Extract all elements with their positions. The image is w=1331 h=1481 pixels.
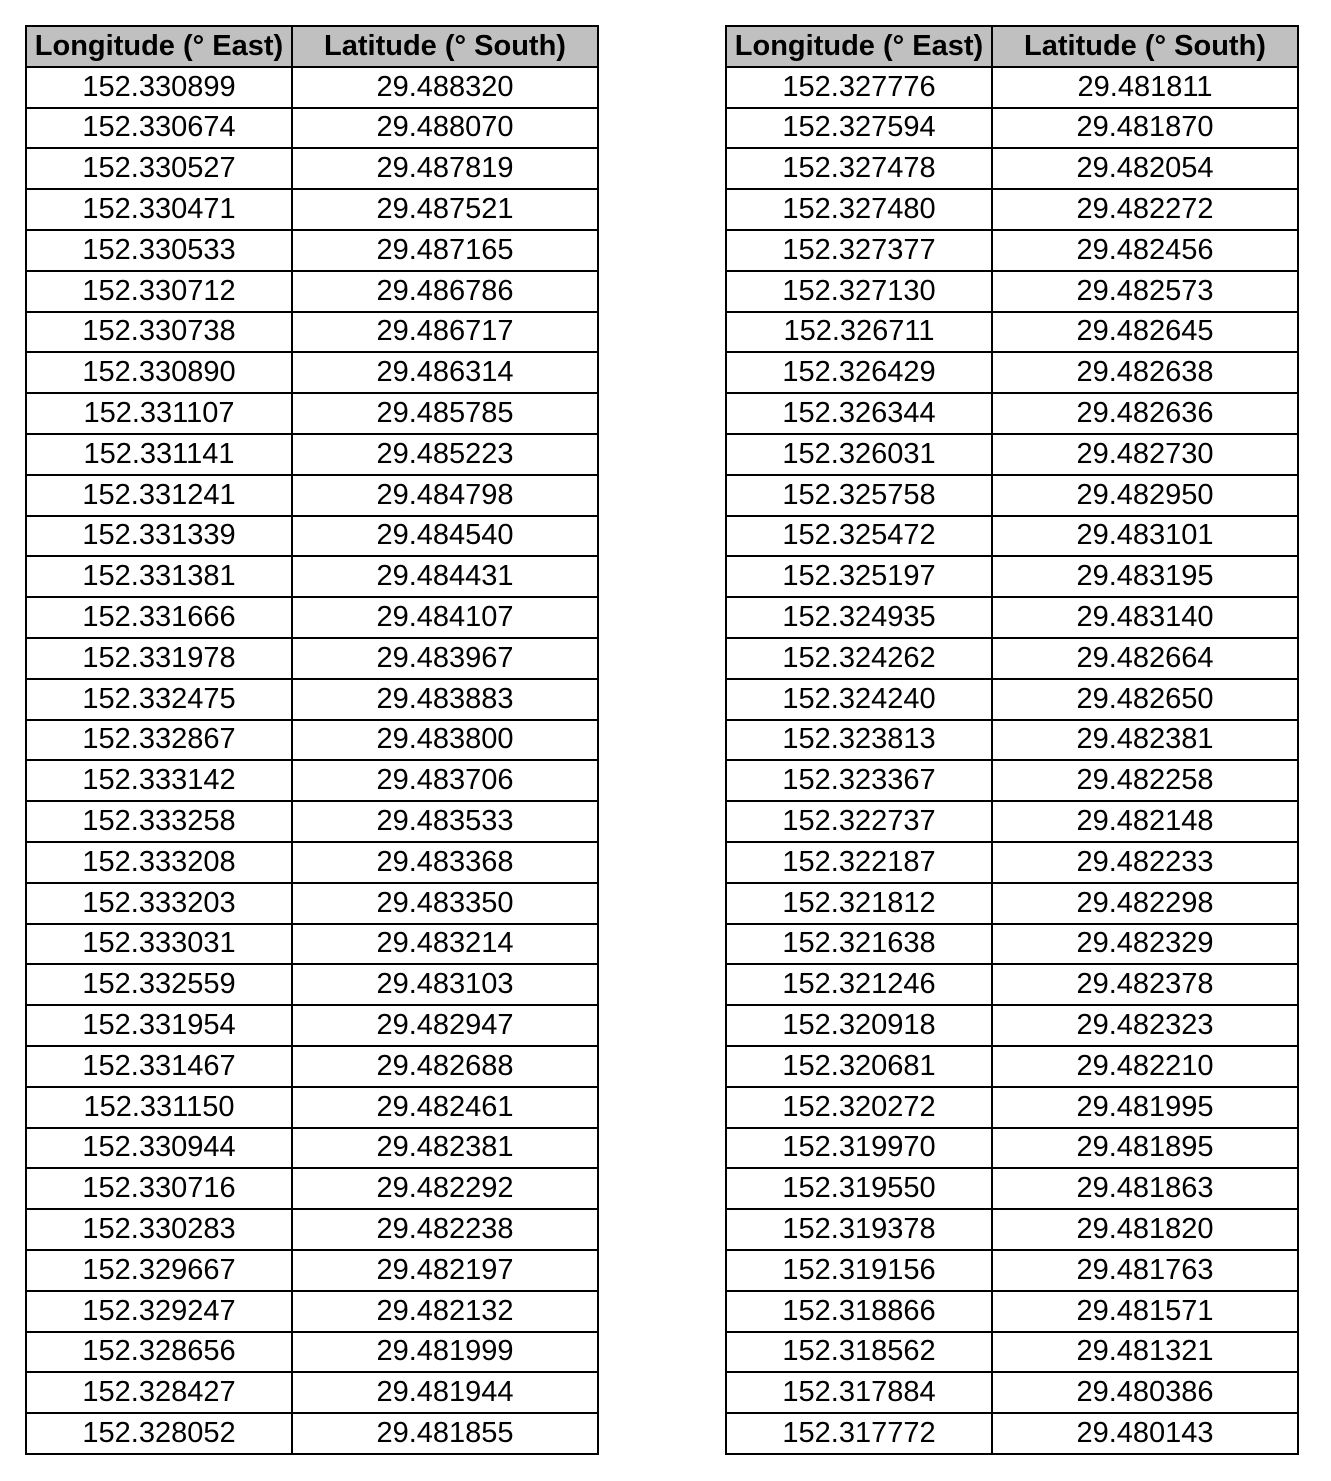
longitude-cell: 152.333203: [26, 883, 292, 924]
latitude-cell: 29.480386: [992, 1372, 1298, 1413]
table-row: [726, 108, 1298, 149]
longitude-cell: 152.330533: [26, 230, 292, 271]
table-row: [26, 475, 598, 516]
longitude-cell: 152.330527: [26, 148, 292, 189]
longitude-cell: 152.328427: [26, 1372, 292, 1413]
latitude-cell: 29.482638: [992, 352, 1298, 393]
table-row: [26, 1128, 598, 1169]
latitude-cell: 29.482148: [992, 801, 1298, 842]
latitude-cell: 29.484431: [292, 556, 598, 597]
latitude-cell: 29.482573: [992, 271, 1298, 312]
latitude-cell: 29.482645: [992, 312, 1298, 353]
latitude-cell: 29.482950: [992, 475, 1298, 516]
table-row: [26, 393, 598, 434]
table-row: [726, 475, 1298, 516]
latitude-cell: 29.487819: [292, 148, 598, 189]
latitude-cell: 29.483883: [292, 679, 598, 720]
longitude-cell: 152.327594: [726, 108, 992, 149]
longitude-cell: 152.321246: [726, 964, 992, 1005]
latitude-cell: 29.481895: [992, 1128, 1298, 1169]
longitude-cell: 152.333258: [26, 801, 292, 842]
longitude-cell: 152.317884: [726, 1372, 992, 1413]
longitude-cell: 152.326344: [726, 393, 992, 434]
latitude-cell: 29.482197: [292, 1250, 598, 1291]
longitude-cell: 152.331978: [26, 638, 292, 679]
table-row: [726, 312, 1298, 353]
longitude-cell: 152.332559: [26, 964, 292, 1005]
longitude-cell: 152.320918: [726, 1005, 992, 1046]
table-row: [726, 393, 1298, 434]
latitude-cell: 29.482456: [992, 230, 1298, 271]
longitude-cell: 152.327480: [726, 189, 992, 230]
latitude-cell: 29.482258: [992, 760, 1298, 801]
table-row: [26, 312, 598, 353]
latitude-cell: 29.483800: [292, 720, 598, 761]
table-row: [26, 597, 598, 638]
longitude-cell: 152.327130: [726, 271, 992, 312]
latitude-cell: 29.488320: [292, 67, 598, 108]
longitude-cell: 152.330283: [26, 1209, 292, 1250]
table-row: [26, 230, 598, 271]
table-row: [726, 1332, 1298, 1373]
table-row: [726, 67, 1298, 108]
latitude-cell: 29.481999: [292, 1332, 598, 1373]
latitude-cell: 29.486717: [292, 312, 598, 353]
latitude-cell: 29.483214: [292, 924, 598, 965]
longitude-cell: 152.318562: [726, 1332, 992, 1373]
longitude-cell: 152.321638: [726, 924, 992, 965]
latitude-cell: 29.482132: [292, 1291, 598, 1332]
coordinates-table-left: [25, 25, 599, 1455]
longitude-cell: 152.330899: [26, 67, 292, 108]
table-row: [26, 1332, 598, 1373]
table-row: [26, 434, 598, 475]
longitude-cell: 152.331141: [26, 434, 292, 475]
table-body: [26, 67, 598, 1454]
table-row: [726, 434, 1298, 475]
longitude-cell: 152.330944: [26, 1128, 292, 1169]
longitude-cell: 152.326031: [726, 434, 992, 475]
table-row: [26, 638, 598, 679]
table-row: [726, 638, 1298, 679]
longitude-cell: 152.324240: [726, 679, 992, 720]
latitude-cell: 29.481944: [292, 1372, 598, 1413]
latitude-cell: 29.484798: [292, 475, 598, 516]
table-row: [26, 108, 598, 149]
longitude-cell: 152.324262: [726, 638, 992, 679]
longitude-cell: 152.318866: [726, 1291, 992, 1332]
latitude-cell: 29.482461: [292, 1087, 598, 1128]
table-row: [26, 1005, 598, 1046]
latitude-cell: 29.487521: [292, 189, 598, 230]
table-row: [726, 1046, 1298, 1087]
table-row: [26, 516, 598, 557]
table-row: [726, 1128, 1298, 1169]
table-row: [726, 842, 1298, 883]
table-row: [726, 148, 1298, 189]
longitude-cell: 152.330716: [26, 1168, 292, 1209]
longitude-cell: 152.323813: [726, 720, 992, 761]
table-row: [26, 801, 598, 842]
coordinates-table-right: [725, 25, 1299, 1455]
latitude-cell: 29.482210: [992, 1046, 1298, 1087]
longitude-cell: 152.331339: [26, 516, 292, 557]
table-row: [26, 1250, 598, 1291]
latitude-cell: 29.482636: [992, 393, 1298, 434]
longitude-cell: 152.319378: [726, 1209, 992, 1250]
latitude-cell: 29.485223: [292, 434, 598, 475]
latitude-cell: 29.481995: [992, 1087, 1298, 1128]
longitude-cell: 152.325197: [726, 556, 992, 597]
table-body: [726, 67, 1298, 1454]
longitude-cell: 152.322737: [726, 801, 992, 842]
latitude-cell: 29.483101: [992, 516, 1298, 557]
latitude-cell: 29.482272: [992, 189, 1298, 230]
latitude-cell: 29.483103: [292, 964, 598, 1005]
latitude-cell: 29.483967: [292, 638, 598, 679]
latitude-cell: 29.482664: [992, 638, 1298, 679]
table-row: [726, 556, 1298, 597]
longitude-cell: 152.319550: [726, 1168, 992, 1209]
header-row: [726, 26, 1298, 67]
longitude-cell: 152.330712: [26, 271, 292, 312]
longitude-cell: 152.330674: [26, 108, 292, 149]
latitude-cell: 29.481811: [992, 67, 1298, 108]
table-row: [726, 352, 1298, 393]
longitude-cell: 152.329247: [26, 1291, 292, 1332]
table-row: [726, 189, 1298, 230]
table-row: [26, 1087, 598, 1128]
longitude-cell: 152.331467: [26, 1046, 292, 1087]
longitude-cell: 152.327478: [726, 148, 992, 189]
longitude-cell: 152.317772: [726, 1413, 992, 1454]
longitude-cell: 152.327776: [726, 67, 992, 108]
latitude-cell: 29.488070: [292, 108, 598, 149]
latitude-cell: 29.483368: [292, 842, 598, 883]
longitude-cell: 152.319156: [726, 1250, 992, 1291]
table-row: [726, 720, 1298, 761]
longitude-cell: 152.328656: [26, 1332, 292, 1373]
latitude-cell: 29.481321: [992, 1332, 1298, 1373]
table-row: [726, 679, 1298, 720]
latitude-cell: 29.482233: [992, 842, 1298, 883]
longitude-cell: 152.326711: [726, 312, 992, 353]
latitude-cell: 29.482730: [992, 434, 1298, 475]
longitude-cell: 152.332475: [26, 679, 292, 720]
latitude-cell: 29.482323: [992, 1005, 1298, 1046]
latitude-cell: 29.482688: [292, 1046, 598, 1087]
longitude-cell: 152.325472: [726, 516, 992, 557]
latitude-header: Latitude (° South): [292, 26, 598, 67]
longitude-cell: 152.331107: [26, 393, 292, 434]
longitude-cell: 152.332867: [26, 720, 292, 761]
table-row: [26, 720, 598, 761]
latitude-cell: 29.483533: [292, 801, 598, 842]
latitude-cell: 29.481820: [992, 1209, 1298, 1250]
latitude-cell: 29.481571: [992, 1291, 1298, 1332]
header-row: [26, 26, 598, 67]
table-row: [26, 1291, 598, 1332]
table-row: [26, 760, 598, 801]
latitude-cell: 29.482238: [292, 1209, 598, 1250]
table-row: [26, 883, 598, 924]
table-row: [726, 1372, 1298, 1413]
latitude-cell: 29.483140: [992, 597, 1298, 638]
latitude-header: Latitude (° South): [992, 26, 1298, 67]
latitude-cell: 29.482650: [992, 679, 1298, 720]
table-row: [726, 1291, 1298, 1332]
longitude-cell: 152.331150: [26, 1087, 292, 1128]
longitude-cell: 152.331666: [26, 597, 292, 638]
latitude-cell: 29.482947: [292, 1005, 598, 1046]
latitude-cell: 29.483706: [292, 760, 598, 801]
latitude-cell: 29.482298: [992, 883, 1298, 924]
latitude-cell: 29.485785: [292, 393, 598, 434]
table-row: [26, 556, 598, 597]
table-row: [726, 230, 1298, 271]
longitude-cell: 152.327377: [726, 230, 992, 271]
longitude-cell: 152.330890: [26, 352, 292, 393]
latitude-cell: 29.482381: [992, 720, 1298, 761]
latitude-cell: 29.486786: [292, 271, 598, 312]
table-row: [726, 597, 1298, 638]
longitude-cell: 152.320272: [726, 1087, 992, 1128]
table-row: [726, 924, 1298, 965]
longitude-cell: 152.325758: [726, 475, 992, 516]
longitude-header: Longitude (° East): [726, 26, 992, 67]
latitude-cell: 29.480143: [992, 1413, 1298, 1454]
table-row: [726, 1005, 1298, 1046]
table-row: [726, 1250, 1298, 1291]
latitude-cell: 29.481863: [992, 1168, 1298, 1209]
latitude-cell: 29.482381: [292, 1128, 598, 1169]
longitude-cell: 152.323367: [726, 760, 992, 801]
longitude-cell: 152.330738: [26, 312, 292, 353]
table-row: [26, 1209, 598, 1250]
latitude-cell: 29.482292: [292, 1168, 598, 1209]
latitude-cell: 29.487165: [292, 230, 598, 271]
table-row: [726, 964, 1298, 1005]
longitude-cell: 152.326429: [726, 352, 992, 393]
longitude-cell: 152.333031: [26, 924, 292, 965]
table-row: [26, 148, 598, 189]
table-row: [726, 271, 1298, 312]
longitude-cell: 152.329667: [26, 1250, 292, 1291]
table-row: [26, 679, 598, 720]
longitude-cell: 152.330471: [26, 189, 292, 230]
latitude-cell: 29.482378: [992, 964, 1298, 1005]
table-row: [26, 1413, 598, 1454]
table-row: [726, 516, 1298, 557]
table-row: [26, 1372, 598, 1413]
longitude-cell: 152.320681: [726, 1046, 992, 1087]
table-row: [26, 352, 598, 393]
table-row: [726, 801, 1298, 842]
longitude-cell: 152.324935: [726, 597, 992, 638]
longitude-cell: 152.322187: [726, 842, 992, 883]
table-row: [26, 271, 598, 312]
table-row: [26, 1168, 598, 1209]
table-row: [26, 67, 598, 108]
table-row: [26, 842, 598, 883]
table-row: [726, 883, 1298, 924]
longitude-cell: 152.333142: [26, 760, 292, 801]
latitude-cell: 29.481855: [292, 1413, 598, 1454]
latitude-cell: 29.482329: [992, 924, 1298, 965]
table-row: [26, 1046, 598, 1087]
longitude-cell: 152.328052: [26, 1413, 292, 1454]
latitude-cell: 29.481763: [992, 1250, 1298, 1291]
latitude-cell: 29.482054: [992, 148, 1298, 189]
latitude-cell: 29.483350: [292, 883, 598, 924]
longitude-header: Longitude (° East): [26, 26, 292, 67]
table-row: [26, 924, 598, 965]
longitude-cell: 152.331954: [26, 1005, 292, 1046]
latitude-cell: 29.481870: [992, 108, 1298, 149]
table-row: [726, 1413, 1298, 1454]
table-row: [726, 760, 1298, 801]
latitude-cell: 29.483195: [992, 556, 1298, 597]
longitude-cell: 152.321812: [726, 883, 992, 924]
latitude-cell: 29.484107: [292, 597, 598, 638]
latitude-cell: 29.486314: [292, 352, 598, 393]
table-row: [726, 1168, 1298, 1209]
longitude-cell: 152.319970: [726, 1128, 992, 1169]
longitude-cell: 152.333208: [26, 842, 292, 883]
table-row: [26, 964, 598, 1005]
longitude-cell: 152.331381: [26, 556, 292, 597]
longitude-cell: 152.331241: [26, 475, 292, 516]
latitude-cell: 29.484540: [292, 516, 598, 557]
table-row: [726, 1087, 1298, 1128]
table-row: [26, 189, 598, 230]
table-row: [726, 1209, 1298, 1250]
